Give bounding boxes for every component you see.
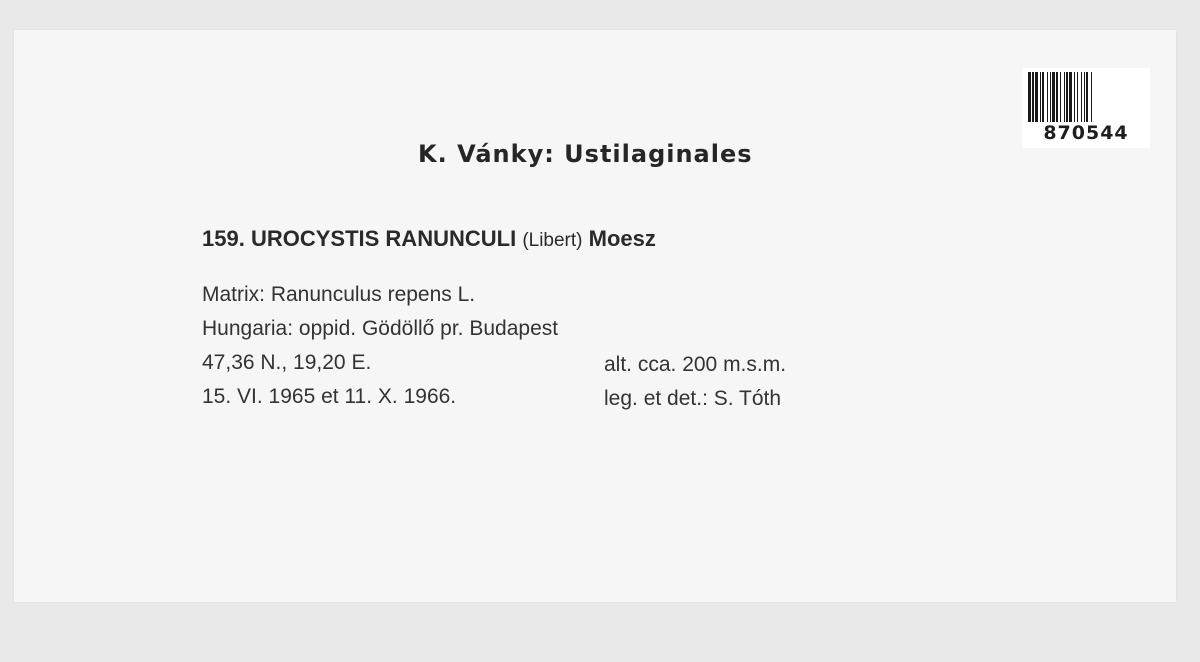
collector-line: leg. et det.: S. Tóth: [604, 387, 782, 410]
barcode-icon: [1028, 72, 1144, 122]
species-authority: (Libert): [522, 230, 583, 251]
matrix-line: Matrix: Ranunculus repens L.: [202, 283, 476, 306]
series-title: K. Vánky: Ustilaginales: [418, 140, 753, 168]
barcode-block: [1022, 68, 1150, 148]
coordinates-line: 47,36 N., 19,20 E.: [202, 351, 372, 374]
herbarium-label: [14, 30, 1176, 602]
exsiccata-number: 159.: [202, 226, 245, 251]
species-heading: [202, 226, 656, 252]
species-author: Moesz: [588, 226, 656, 251]
locality-line: Hungaria: oppid. Gödöllő pr. Budapest: [202, 317, 559, 340]
altitude-line: alt. cca. 200 m.s.m.: [604, 353, 787, 376]
dates-line: 15. VI. 1965 et 11. X. 1966.: [202, 385, 457, 408]
barcode-number: 870544: [1043, 122, 1129, 144]
species-name: UROCYSTIS RANUNCULI: [250, 226, 517, 251]
